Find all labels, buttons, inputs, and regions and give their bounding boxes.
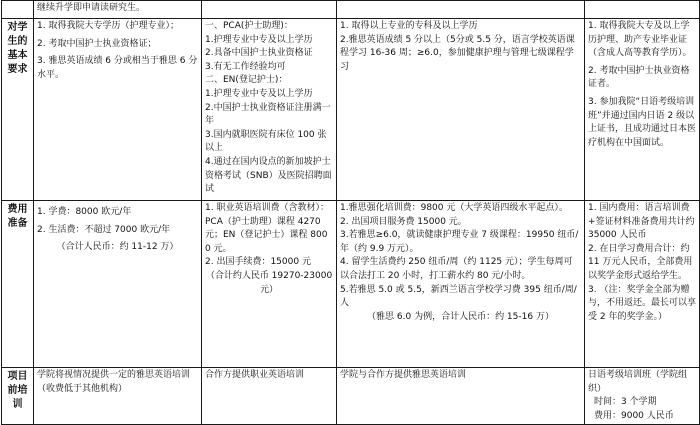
row-header-requirements: 对学生的基本要求: [2, 19, 34, 201]
text-line: 2. 考取中国护士执业资格证；: [37, 38, 157, 49]
text-line: 2.中国护士执业资格证注册满一年: [205, 102, 331, 127]
text-line: 2. 生活费：不超过 7000 欧元/年: [37, 224, 171, 235]
row-header-training: 项目前培训: [2, 368, 34, 425]
cell-fees-col4: [585, 201, 700, 368]
text-line: 1. 国内费用：语言培训费+签证材料准备费用共计约 35000 人民币: [588, 203, 695, 241]
table-row-fees: [2, 201, 700, 368]
text-line: 1. 学费：8000 欧元/年: [37, 207, 132, 217]
text-line: 3. （注：奖学金全部为赠与，不用返还。最长可以享受 2 年的奖学金。）: [588, 284, 697, 322]
text-line: 1.护理专业中专及以上学历: [205, 34, 313, 45]
text-line: （合计约人民币 19270-23000 元）: [205, 270, 333, 295]
text-line: 3.若雅思≥6.0，就读健康护理专业 7 级课程：19950 纽币/年（约 9.9 万元）。: [340, 230, 579, 254]
text-line: 2. 出国手续费：15000 元: [205, 257, 311, 268]
text-line: 1.雅思强化培训费：9800 元（大学英语四级水平起点）。: [340, 203, 568, 213]
text-line: 1. 取得我院大专学历（护理专业）；: [37, 21, 179, 31]
text-line: 4. 留学生活费约 250 纽币/周（约 1125 元）；学生每周可以合法打工 20 小时，打工薪水约 80 元/小时。: [340, 257, 573, 281]
table-row-continued: [2, 1, 700, 19]
text-line: 一、PCA(护士助理)：: [205, 21, 293, 31]
text-line: 日语考级培训班（学院组织）: [588, 370, 688, 394]
cell-training-col4: [585, 368, 700, 425]
text-line: 1. 取得以上专业的专科及以上学历: [340, 21, 478, 31]
text-line: 费用：9000 人民币: [594, 410, 674, 421]
program-comparison-table: [1, 0, 700, 425]
text-line: 时间：3 个学期: [594, 397, 657, 408]
text-line: 3.国内就职医院有床位 100 张以上: [205, 129, 327, 154]
text-line: 二、EN(登记护士)：: [205, 75, 288, 86]
cell-fees-col3: [337, 201, 585, 368]
text-line: 2. 在日学习费用合计：约 11 万元人民币，全部费用以奖学金形式返给学生。: [588, 243, 693, 281]
text-line: （合计人民币：约 11-12 万）: [56, 242, 179, 253]
text-line: 5.若雅思 5.0 或 5.5，新西兰语言学校学习费 395 纽币/周/人: [340, 284, 577, 309]
cell-requirements-col2: [202, 19, 337, 201]
cell-requirements-col1: [34, 19, 202, 201]
row-header-fees: 费用准备: [2, 201, 34, 368]
text-line: 1. 取得我院大专及以上学历护理、助产专业毕业证（含成人高等教育学历）。: [588, 21, 692, 59]
text-line: （雅思 6.0 为例，合计人民币：约 15-16 万）: [367, 311, 554, 322]
text-line: 2.具备中国护士执业资格证: [205, 48, 313, 59]
cell-continued-col1: 继续升学即申请读研究生。: [34, 1, 202, 19]
cell-fees-col2: [202, 201, 337, 368]
cell-continued-col2: [202, 1, 337, 19]
cell-requirements-col3: [337, 19, 585, 201]
text-line: 4.通过在国内设点的新加坡护士资格考试（SNB）及医院招聘面试: [205, 156, 332, 195]
text-line: 2. 出国项目服务费 15000 元。: [340, 216, 467, 227]
cell-training-col2: 合作方提供职业英语培训: [202, 368, 337, 425]
text-line: 2.雅思英语成绩 5 分以上（5分或 5.5 分，语言学校英语课程学习 16-36 周；≥6.0，参加健康护理与管理七级课程学习: [340, 34, 575, 72]
cell-training-col1: 学院将视情况提供一定的雅思英语培训（收费低于其他机构）: [34, 368, 202, 425]
text-line: 1. 职业英语培训费（含教材）：PCA（护士助理）课程 4270 元；EN（登记护士）课程 8000 元。: [205, 203, 329, 254]
cell-continued-col3: [337, 1, 585, 19]
cell-requirements-col4: [585, 19, 700, 201]
text-line: 2. 考取中国护士执业资格证者。: [588, 65, 690, 90]
row-header-empty: [2, 1, 34, 19]
table-row-training: [2, 368, 700, 425]
text-line: 1.护理专业中专及以上学历: [205, 88, 313, 99]
cell-training-col3: 学院与合作方提供雅思英语培训: [337, 368, 585, 425]
text-line: 3. 参加我院“日语考级培训班”并通过国内日语 2 级以上证书，且成功通过日本医疗机构在中国面试。: [588, 96, 697, 148]
text-line: 3. 雅思英语成绩 6 分或相当于雅思 6 分水平。: [37, 56, 198, 80]
cell-fees-col1: [34, 201, 202, 368]
table-row-requirements: [2, 19, 700, 201]
text-line: 3.有无工作经验均可: [205, 61, 286, 72]
cell-continued-col4: [585, 1, 700, 19]
